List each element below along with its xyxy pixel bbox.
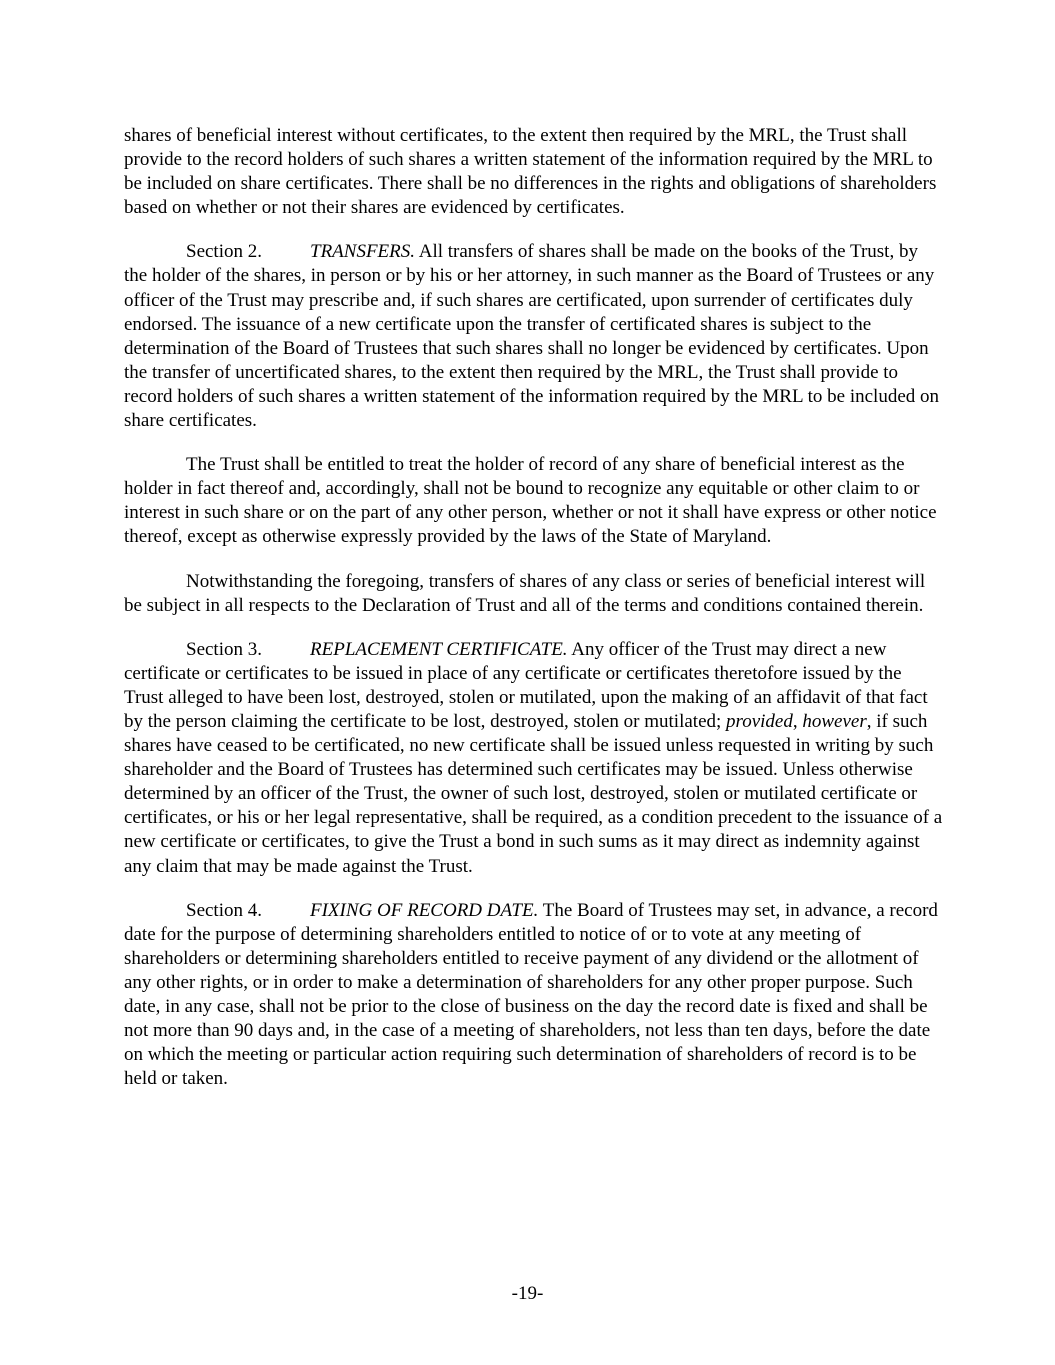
section-2-transfers: [124, 240, 944, 433]
section-3-label: Section 3.: [186, 638, 262, 660]
section-2-heading: TRANSFERS.: [310, 241, 416, 263]
document-body: [124, 124, 944, 1111]
provided-term: provided: [726, 710, 793, 732]
section-4-text: The Board of Trustees may set, in advance, a record date for the purpose of determining shareholders entitled to notice of or to vote at any meeting of shareholders or determining shareholders entitled to receive payment of any dividend or the allotment of any other rights, or in order to make a determination of shareholders for any other proper purpose. Such date, in any case, shall not be prior to the close of business on the day the record date is fixed and shall be not more than 90 days and, in the case of a meeting of shareholders, not less than ten days, before the date on which the meeting or particular action requiring such determination of shareholders of record is to be held or taken.: [124, 899, 938, 1090]
section-3-text-a: Any officer of the Trust may direct a new certificate or certificates to be issued in place of any certificate or certificates theretofore issued by the Trust alleged to have been lost, destroyed, stolen or mutilated, upon the making of an affidavit of that fact by the person claiming the certificate to be lost, destroyed, stolen or mutilated;: [124, 638, 928, 732]
section-3-replacement-certificate: [124, 638, 944, 879]
paragraph-continuation: shares of beneficial interest without certificates, to the extent then required by the MRL, the Trust shall provide to the record holders of such shares a written statement of the information required by the MRL to be included on share certificates. There shall be no differences in the rights and obligations of shareholders based on whether or not their shares are evidenced by certificates.: [124, 125, 937, 219]
section-3-text-b: , if such shares have ceased to be certificated, no new certificate shall be issued unless requested in writing by such shareholder and the Board of Trustees has determined such certificates may be issued. Unless otherwise determined by an officer of the Trust, the owner of such lost, destroyed, stolen or mutilated certificate or certificates, or his or her legal representative, shall be required, as a condition precedent to the issuance of a new certificate or certificates, to give the Trust a bond in such sums as it may direct as indemnity against any claim that may be made against the Trust.: [124, 710, 943, 877]
page-number: -19-: [511, 1283, 544, 1304]
however-term: however: [802, 710, 867, 732]
section-4-label: Section 4.: [186, 899, 262, 921]
provided-comma: ,: [792, 710, 803, 732]
section-2-label: Section 2.: [186, 241, 262, 263]
section-4-heading: FIXING OF RECORD DATE.: [310, 899, 539, 921]
paragraph-notwithstanding: Notwithstanding the foregoing, transfers of shares of any class or series of beneficial interest will be subject in all respects to the Declaration of Trust and all of the terms and conditions contained therein.: [124, 570, 926, 616]
section-4-record-date: [124, 899, 944, 1092]
section-2-text: All transfers of shares shall be made on the books of the Trust, by the holder of the shares, in person or by his or her attorney, in such manner as the Board of Trustees or any officer of the Trust may prescribe and, if such shares are certificated, upon surrender of certificates duly endorsed. The issuance of a new certificate upon the transfer of certificated shares is subject to the determination of the Board of Trustees that such shares shall no longer be evidenced by certificates. Upon the transfer of uncertificated shares, to the extent then required by the MRL, the Trust shall provide to record holders of such shares a written statement of the information required by the MRL to be included on share certificates.: [124, 241, 940, 432]
section-3-heading: REPLACEMENT CERTIFICATE.: [310, 638, 568, 660]
paragraph-holder-of-record: The Trust shall be entitled to treat the holder of record of any share of beneficial interest as the holder in fact thereof and, accordingly, shall not be bound to recognize any equitable or other claim to or interest in such share or on the part of any other person, whether or not it shall have express or other notice thereof, except as otherwise expressly provided by the laws of the State of Maryland.: [124, 454, 937, 548]
